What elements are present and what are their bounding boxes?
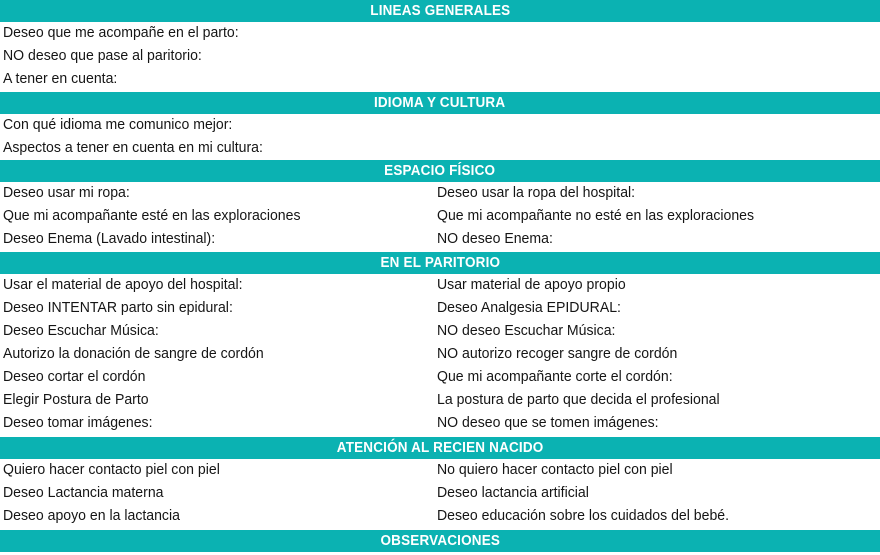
option-label: NO autorizo recoger sangre de cordón	[437, 346, 678, 362]
option-cell-right[interactable]	[437, 459, 880, 482]
option-cell-left[interactable]	[0, 297, 437, 320]
option-cell-left[interactable]	[0, 366, 437, 389]
option-label: La postura de parto que decida el profesional	[437, 392, 720, 408]
section-body-espacio-fisico	[0, 182, 880, 251]
table-row	[0, 482, 880, 505]
option-cell-right[interactable]	[437, 343, 880, 366]
table-row	[0, 114, 880, 137]
option-cell-right[interactable]	[437, 389, 880, 412]
option-label: Usar el material de apoyo del hospital:	[3, 277, 243, 293]
option-cell-right[interactable]	[437, 68, 880, 91]
table-row	[0, 22, 880, 45]
option-cell-left[interactable]	[0, 482, 437, 505]
option-label: NO deseo que se tomen imágenes:	[437, 415, 659, 431]
section-header-label: ESPACIO FÍSICO	[384, 163, 496, 179]
option-cell-right[interactable]	[437, 205, 880, 228]
option-label: Quiero hacer contacto piel con piel	[3, 462, 220, 478]
option-cell-left[interactable]	[0, 22, 437, 45]
option-cell-left[interactable]	[0, 137, 437, 160]
option-cell-right[interactable]	[437, 320, 880, 343]
option-cell-right[interactable]	[437, 366, 880, 389]
option-cell-left[interactable]	[0, 343, 437, 366]
option-cell-right[interactable]	[437, 228, 880, 251]
option-label: Que mi acompañante no esté en las exploraciones	[437, 208, 755, 224]
option-label: Usar material de apoyo propio	[437, 277, 626, 293]
option-label: Deseo usar mi ropa:	[3, 185, 130, 201]
option-cell-left[interactable]	[0, 412, 437, 435]
option-label: Deseo Escuchar Música:	[3, 323, 159, 339]
option-label: Deseo cortar el cordón	[3, 369, 146, 385]
option-cell-right[interactable]	[437, 22, 880, 45]
table-row	[0, 228, 880, 251]
option-label: Deseo educación sobre los cuidados del bebé.	[437, 508, 730, 524]
section-header-label: ATENCIÓN AL RECIEN NACIDO	[336, 440, 544, 456]
section-header-atencion-al-recien-nacido	[0, 437, 880, 459]
option-cell-left[interactable]	[0, 182, 437, 205]
table-row	[0, 45, 880, 68]
option-cell-right[interactable]	[437, 114, 880, 137]
option-label: Que mi acompañante corte el cordón:	[437, 369, 673, 385]
option-label: Deseo Analgesia EPIDURAL:	[437, 300, 621, 316]
option-cell-left[interactable]	[0, 320, 437, 343]
option-label: Deseo apoyo en la lactancia	[3, 508, 180, 524]
table-row	[0, 459, 880, 482]
section-header-en-el-paritorio	[0, 252, 880, 274]
option-label: NO deseo que pase al paritorio:	[3, 48, 202, 64]
option-label: Deseo que me acompañe en el parto:	[3, 25, 239, 41]
section-header-observaciones	[0, 530, 880, 552]
option-label: A tener en cuenta:	[3, 71, 118, 87]
option-label: Deseo Enema (Lavado intestinal):	[3, 231, 216, 247]
table-row	[0, 366, 880, 389]
table-row	[0, 205, 880, 228]
option-label: Con qué idioma me comunico mejor:	[3, 117, 233, 133]
option-cell-right[interactable]	[437, 274, 880, 297]
table-row	[0, 137, 880, 160]
option-cell-right[interactable]	[437, 482, 880, 505]
option-cell-right[interactable]	[437, 182, 880, 205]
table-row	[0, 389, 880, 412]
section-body-en-el-paritorio	[0, 274, 880, 435]
option-cell-left[interactable]	[0, 274, 437, 297]
option-cell-right[interactable]	[437, 505, 880, 528]
option-label: Deseo usar la ropa del hospital:	[437, 185, 636, 201]
table-row	[0, 68, 880, 91]
section-body-atencion-al-recien-nacido	[0, 459, 880, 528]
option-label: Elegir Postura de Parto	[3, 392, 149, 408]
option-label: Aspectos a tener en cuenta en mi cultura:	[3, 140, 263, 156]
section-body-idioma-y-cultura	[0, 114, 880, 160]
section-header-espacio-fisico	[0, 160, 880, 182]
option-cell-right[interactable]	[437, 45, 880, 68]
option-cell-right[interactable]	[437, 137, 880, 160]
table-row	[0, 343, 880, 366]
option-label: Deseo Lactancia materna	[3, 485, 164, 501]
option-label: Deseo lactancia artificial	[437, 485, 589, 501]
section-header-idioma-y-cultura	[0, 92, 880, 114]
option-label: Deseo tomar imágenes:	[3, 415, 153, 431]
option-cell-left[interactable]	[0, 389, 437, 412]
section-header-lineas-generales	[0, 0, 880, 22]
table-row	[0, 274, 880, 297]
option-label: Deseo INTENTAR parto sin epidural:	[3, 300, 233, 316]
section-header-label: EN EL PARITORIO	[380, 255, 500, 271]
option-label: No quiero hacer contacto piel con piel	[437, 462, 673, 478]
option-cell-left[interactable]	[0, 459, 437, 482]
table-row	[0, 505, 880, 528]
table-row	[0, 412, 880, 435]
option-cell-left[interactable]	[0, 205, 437, 228]
table-row	[0, 320, 880, 343]
option-cell-left[interactable]	[0, 505, 437, 528]
option-cell-left[interactable]	[0, 68, 437, 91]
table-row	[0, 297, 880, 320]
section-body-lineas-generales	[0, 22, 880, 91]
option-cell-left[interactable]	[0, 114, 437, 137]
section-header-label: IDIOMA Y CULTURA	[374, 95, 506, 111]
option-cell-left[interactable]	[0, 228, 437, 251]
option-label: Autorizo la donación de sangre de cordón	[3, 346, 264, 362]
section-header-label: LINEAS GENERALES	[369, 3, 511, 19]
option-label: NO deseo Enema:	[437, 231, 553, 247]
option-cell-right[interactable]	[437, 412, 880, 435]
option-label: NO deseo Escuchar Música:	[437, 323, 616, 339]
option-label: Que mi acompañante esté en las exploraciones	[3, 208, 301, 224]
option-cell-left[interactable]	[0, 45, 437, 68]
option-cell-right[interactable]	[437, 297, 880, 320]
section-header-label: OBSERVACIONES	[380, 533, 500, 549]
table-row	[0, 182, 880, 205]
